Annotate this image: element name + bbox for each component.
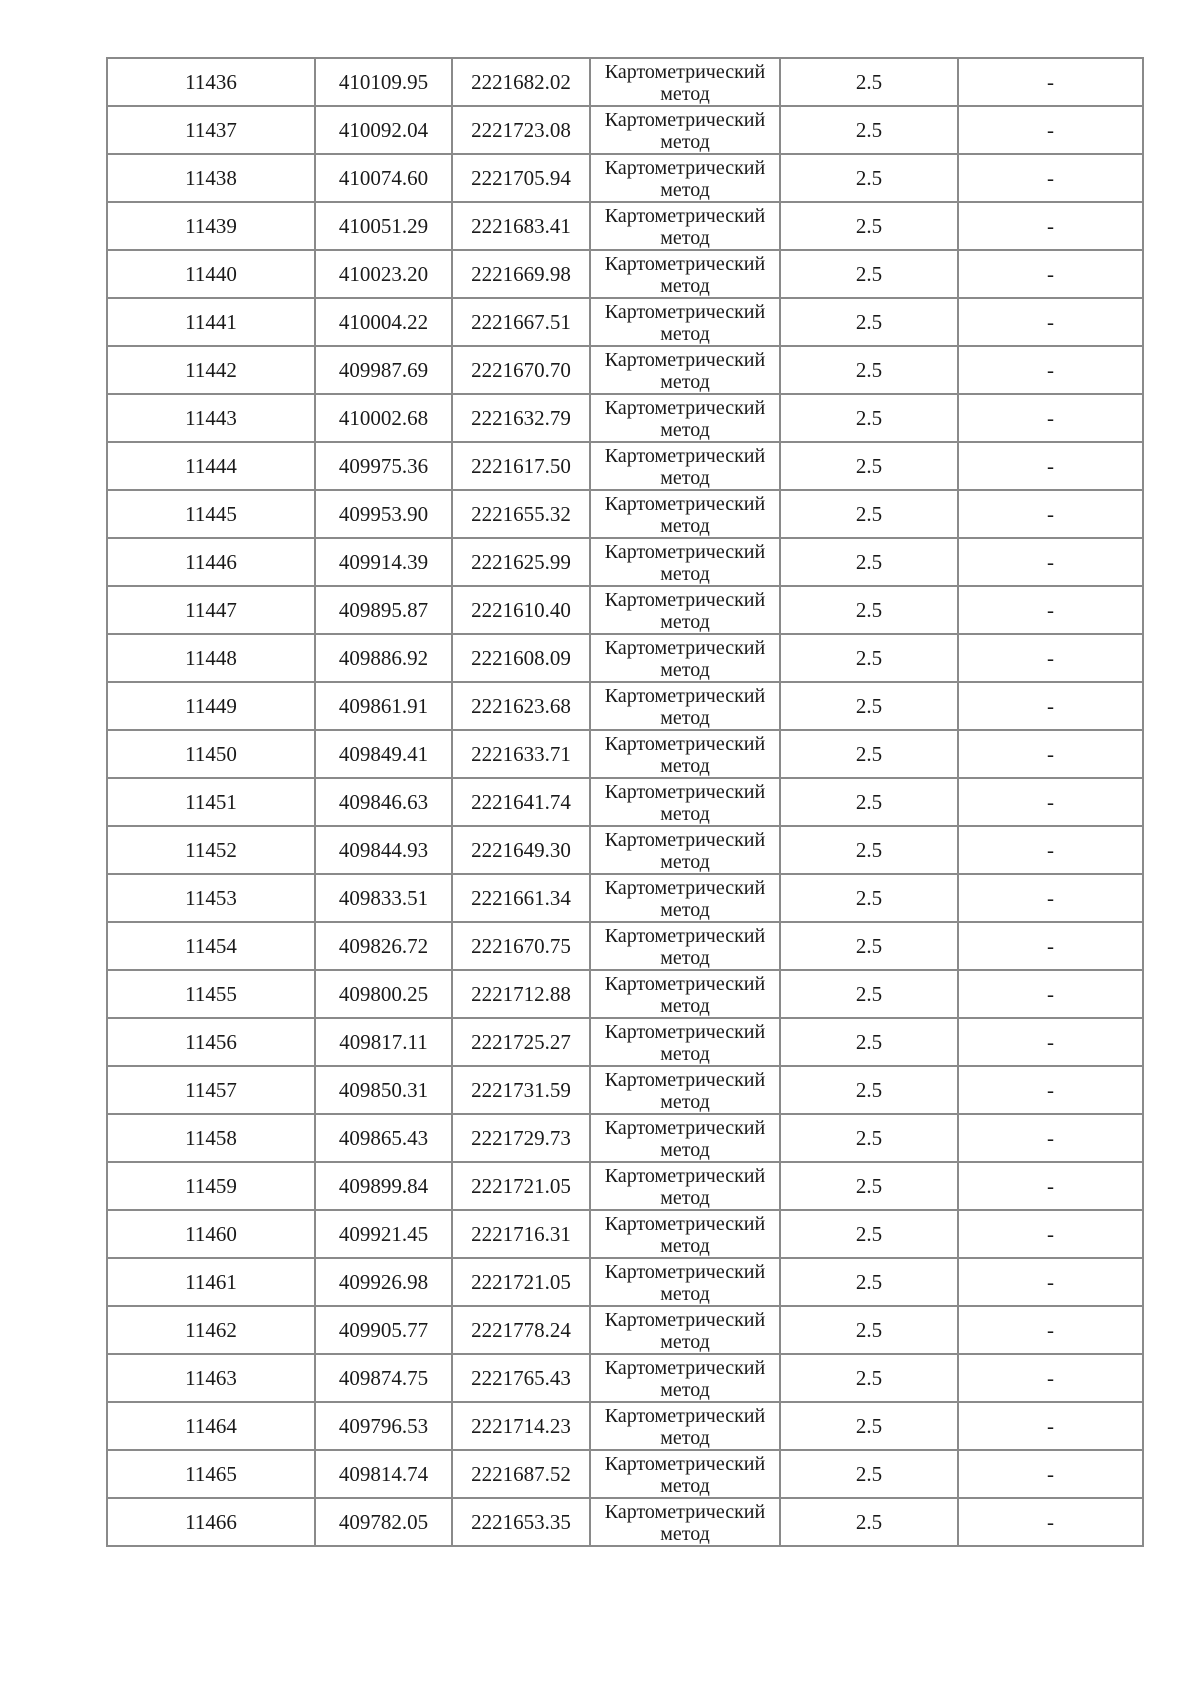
x-coordinate-cell: 409782.05 [315,1498,452,1546]
method-cell [590,826,780,874]
x-coordinate-cell: 409987.69 [315,346,452,394]
table-row [107,778,1143,826]
accuracy-cell: 2.5 [780,778,958,826]
x-coordinate-cell: 410074.60 [315,154,452,202]
point-number-cell: 11439 [107,202,315,250]
x-coordinate-cell: 409814.74 [315,1450,452,1498]
method-cell [590,346,780,394]
method-line-2: метод [660,659,710,681]
accuracy-cell: 2.5 [780,826,958,874]
method-line-2: метод [660,1475,710,1497]
method-line-1: Картометрический [604,781,766,803]
accuracy-cell: 2.5 [780,730,958,778]
note-cell: - [958,778,1143,826]
point-number-cell: 11437 [107,106,315,154]
method-cell [590,1066,780,1114]
method-cell [590,58,780,106]
method-line-1: Картометрический [604,445,766,467]
note-cell: - [958,250,1143,298]
method-line-2: метод [660,1427,710,1449]
accuracy-cell: 2.5 [780,1210,958,1258]
method-line-1: Картометрический [604,1165,766,1187]
x-coordinate-cell: 409905.77 [315,1306,452,1354]
point-number-cell: 11441 [107,298,315,346]
note-cell: - [958,1114,1143,1162]
y-coordinate-cell: 2221667.51 [452,298,590,346]
accuracy-cell: 2.5 [780,586,958,634]
method-cell [590,874,780,922]
method-line-1: Картометрический [604,1213,766,1235]
point-number-cell: 11445 [107,490,315,538]
y-coordinate-cell: 2221653.35 [452,1498,590,1546]
method-line-1: Картометрический [604,877,766,899]
table-row [107,346,1143,394]
method-line-2: метод [660,755,710,777]
note-cell: - [958,730,1143,778]
table-row [107,1258,1143,1306]
point-number-cell: 11452 [107,826,315,874]
method-line-2: метод [660,275,710,297]
method-cell [590,442,780,490]
x-coordinate-cell: 409865.43 [315,1114,452,1162]
y-coordinate-cell: 2221633.71 [452,730,590,778]
x-coordinate-cell: 409849.41 [315,730,452,778]
point-number-cell: 11440 [107,250,315,298]
method-line-2: метод [660,467,710,489]
method-line-2: метод [660,563,710,585]
y-coordinate-cell: 2221682.02 [452,58,590,106]
point-number-cell: 11461 [107,1258,315,1306]
method-line-1: Картометрический [604,157,766,179]
y-coordinate-cell: 2221712.88 [452,970,590,1018]
coordinates-table-container [106,57,1142,1547]
method-line-1: Картометрический [604,493,766,515]
method-cell [590,154,780,202]
method-line-2: метод [660,371,710,393]
accuracy-cell: 2.5 [780,1066,958,1114]
note-cell: - [958,1402,1143,1450]
point-number-cell: 11462 [107,1306,315,1354]
method-line-1: Картометрический [604,1261,766,1283]
method-cell [590,1162,780,1210]
note-cell: - [958,682,1143,730]
point-number-cell: 11455 [107,970,315,1018]
method-line-1: Картометрический [604,1405,766,1427]
method-line-2: метод [660,1187,710,1209]
note-cell: - [958,298,1143,346]
point-number-cell: 11465 [107,1450,315,1498]
note-cell: - [958,634,1143,682]
table-row [107,298,1143,346]
table-row [107,490,1143,538]
point-number-cell: 11448 [107,634,315,682]
note-cell: - [958,1306,1143,1354]
method-line-2: метод [660,323,710,345]
method-line-1: Картометрический [604,205,766,227]
accuracy-cell: 2.5 [780,874,958,922]
point-number-cell: 11454 [107,922,315,970]
method-cell [590,1354,780,1402]
method-line-1: Картометрический [604,1501,766,1523]
y-coordinate-cell: 2221670.75 [452,922,590,970]
note-cell: - [958,922,1143,970]
accuracy-cell: 2.5 [780,1162,958,1210]
method-line-2: метод [660,227,710,249]
table-row [107,250,1143,298]
method-cell [590,778,780,826]
x-coordinate-cell: 409975.36 [315,442,452,490]
table-row [107,1450,1143,1498]
method-line-1: Картометрический [604,1453,766,1475]
y-coordinate-cell: 2221655.32 [452,490,590,538]
table-row [107,442,1143,490]
x-coordinate-cell: 409899.84 [315,1162,452,1210]
method-line-2: метод [660,803,710,825]
point-number-cell: 11446 [107,538,315,586]
table-row [107,1210,1143,1258]
method-cell [590,682,780,730]
x-coordinate-cell: 410109.95 [315,58,452,106]
y-coordinate-cell: 2221723.08 [452,106,590,154]
point-number-cell: 11466 [107,1498,315,1546]
table-row [107,1162,1143,1210]
x-coordinate-cell: 410092.04 [315,106,452,154]
method-line-1: Картометрический [604,637,766,659]
method-line-2: метод [660,1331,710,1353]
method-line-2: метод [660,1043,710,1065]
method-line-2: метод [660,515,710,537]
method-line-1: Картометрический [604,301,766,323]
method-line-1: Картометрический [604,541,766,563]
table-row [107,394,1143,442]
x-coordinate-cell: 409833.51 [315,874,452,922]
method-cell [590,970,780,1018]
accuracy-cell: 2.5 [780,154,958,202]
note-cell: - [958,1450,1143,1498]
x-coordinate-cell: 409846.63 [315,778,452,826]
method-line-2: метод [660,1235,710,1257]
x-coordinate-cell: 409826.72 [315,922,452,970]
accuracy-cell: 2.5 [780,58,958,106]
y-coordinate-cell: 2221705.94 [452,154,590,202]
method-line-2: метод [660,131,710,153]
table-row [107,1402,1143,1450]
method-line-1: Картометрический [604,61,766,83]
method-line-2: метод [660,179,710,201]
method-line-1: Картометрический [604,109,766,131]
table-row [107,538,1143,586]
point-number-cell: 11449 [107,682,315,730]
y-coordinate-cell: 2221714.23 [452,1402,590,1450]
accuracy-cell: 2.5 [780,1018,958,1066]
table-row [107,106,1143,154]
method-cell [590,1114,780,1162]
x-coordinate-cell: 409861.91 [315,682,452,730]
method-cell [590,1258,780,1306]
table-row [107,874,1143,922]
table-row [107,58,1143,106]
method-line-2: метод [660,419,710,441]
method-cell [590,250,780,298]
method-line-1: Картометрический [604,973,766,995]
method-cell [590,1450,780,1498]
table-row [107,922,1143,970]
y-coordinate-cell: 2221721.05 [452,1162,590,1210]
y-coordinate-cell: 2221649.30 [452,826,590,874]
method-line-2: метод [660,1379,710,1401]
y-coordinate-cell: 2221721.05 [452,1258,590,1306]
note-cell: - [958,586,1143,634]
table-row [107,730,1143,778]
note-cell: - [958,154,1143,202]
method-line-1: Картометрический [604,1117,766,1139]
point-number-cell: 11464 [107,1402,315,1450]
point-number-cell: 11450 [107,730,315,778]
note-cell: - [958,1066,1143,1114]
method-cell [590,1498,780,1546]
table-row [107,1306,1143,1354]
point-number-cell: 11463 [107,1354,315,1402]
table-row [107,1018,1143,1066]
accuracy-cell: 2.5 [780,1402,958,1450]
table-row [107,682,1143,730]
method-line-1: Картометрический [604,253,766,275]
accuracy-cell: 2.5 [780,682,958,730]
method-cell [590,1402,780,1450]
x-coordinate-cell: 409895.87 [315,586,452,634]
coordinates-table [106,57,1144,1547]
y-coordinate-cell: 2221669.98 [452,250,590,298]
x-coordinate-cell: 409953.90 [315,490,452,538]
point-number-cell: 11438 [107,154,315,202]
accuracy-cell: 2.5 [780,1258,958,1306]
method-line-2: метод [660,1523,710,1545]
method-line-1: Картометрический [604,1021,766,1043]
accuracy-cell: 2.5 [780,298,958,346]
y-coordinate-cell: 2221608.09 [452,634,590,682]
point-number-cell: 11459 [107,1162,315,1210]
x-coordinate-cell: 409817.11 [315,1018,452,1066]
accuracy-cell: 2.5 [780,1498,958,1546]
table-row [107,1114,1143,1162]
method-line-1: Картометрический [604,829,766,851]
table-row [107,586,1143,634]
note-cell: - [958,106,1143,154]
method-cell [590,922,780,970]
note-cell: - [958,970,1143,1018]
method-cell [590,634,780,682]
method-cell [590,490,780,538]
method-line-1: Картометрический [604,589,766,611]
method-cell [590,106,780,154]
point-number-cell: 11444 [107,442,315,490]
x-coordinate-cell: 409921.45 [315,1210,452,1258]
x-coordinate-cell: 409914.39 [315,538,452,586]
accuracy-cell: 2.5 [780,1306,958,1354]
method-cell [590,298,780,346]
accuracy-cell: 2.5 [780,250,958,298]
y-coordinate-cell: 2221731.59 [452,1066,590,1114]
method-cell [590,1018,780,1066]
note-cell: - [958,874,1143,922]
method-cell [590,394,780,442]
note-cell: - [958,826,1143,874]
note-cell: - [958,490,1143,538]
y-coordinate-cell: 2221670.70 [452,346,590,394]
method-cell [590,730,780,778]
method-line-1: Картометрический [604,925,766,947]
table-row [107,1354,1143,1402]
note-cell: - [958,394,1143,442]
accuracy-cell: 2.5 [780,490,958,538]
method-cell [590,1306,780,1354]
point-number-cell: 11456 [107,1018,315,1066]
table-row [107,1066,1143,1114]
accuracy-cell: 2.5 [780,394,958,442]
x-coordinate-cell: 409874.75 [315,1354,452,1402]
y-coordinate-cell: 2221765.43 [452,1354,590,1402]
accuracy-cell: 2.5 [780,634,958,682]
note-cell: - [958,346,1143,394]
point-number-cell: 11453 [107,874,315,922]
accuracy-cell: 2.5 [780,106,958,154]
method-cell [590,538,780,586]
method-line-2: метод [660,899,710,921]
note-cell: - [958,1498,1143,1546]
accuracy-cell: 2.5 [780,970,958,1018]
table-row [107,154,1143,202]
method-line-2: метод [660,995,710,1017]
x-coordinate-cell: 409886.92 [315,634,452,682]
point-number-cell: 11443 [107,394,315,442]
x-coordinate-cell: 410023.20 [315,250,452,298]
method-line-1: Картометрический [604,1309,766,1331]
accuracy-cell: 2.5 [780,922,958,970]
note-cell: - [958,442,1143,490]
method-line-2: метод [660,83,710,105]
accuracy-cell: 2.5 [780,346,958,394]
y-coordinate-cell: 2221617.50 [452,442,590,490]
method-line-2: метод [660,1139,710,1161]
method-line-1: Картометрический [604,1357,766,1379]
y-coordinate-cell: 2221623.68 [452,682,590,730]
y-coordinate-cell: 2221661.34 [452,874,590,922]
y-coordinate-cell: 2221683.41 [452,202,590,250]
method-line-2: метод [660,1283,710,1305]
accuracy-cell: 2.5 [780,442,958,490]
y-coordinate-cell: 2221641.74 [452,778,590,826]
note-cell: - [958,1210,1143,1258]
note-cell: - [958,1018,1143,1066]
note-cell: - [958,1354,1143,1402]
accuracy-cell: 2.5 [780,1354,958,1402]
table-row [107,826,1143,874]
point-number-cell: 11457 [107,1066,315,1114]
table-row [107,970,1143,1018]
accuracy-cell: 2.5 [780,1114,958,1162]
table-row [107,634,1143,682]
x-coordinate-cell: 409800.25 [315,970,452,1018]
x-coordinate-cell: 409796.53 [315,1402,452,1450]
method-line-2: метод [660,947,710,969]
x-coordinate-cell: 409850.31 [315,1066,452,1114]
method-line-2: метод [660,1091,710,1113]
method-line-2: метод [660,611,710,633]
point-number-cell: 11451 [107,778,315,826]
y-coordinate-cell: 2221632.79 [452,394,590,442]
accuracy-cell: 2.5 [780,538,958,586]
method-line-2: метод [660,851,710,873]
method-line-1: Картометрический [604,397,766,419]
y-coordinate-cell: 2221610.40 [452,586,590,634]
note-cell: - [958,202,1143,250]
note-cell: - [958,1162,1143,1210]
method-line-1: Картометрический [604,1069,766,1091]
y-coordinate-cell: 2221729.73 [452,1114,590,1162]
method-cell [590,586,780,634]
method-line-1: Картометрический [604,685,766,707]
method-line-1: Картометрический [604,349,766,371]
note-cell: - [958,1258,1143,1306]
y-coordinate-cell: 2221687.52 [452,1450,590,1498]
y-coordinate-cell: 2221716.31 [452,1210,590,1258]
method-cell [590,1210,780,1258]
point-number-cell: 11460 [107,1210,315,1258]
point-number-cell: 11442 [107,346,315,394]
method-line-2: метод [660,707,710,729]
y-coordinate-cell: 2221725.27 [452,1018,590,1066]
y-coordinate-cell: 2221778.24 [452,1306,590,1354]
table-row [107,1498,1143,1546]
x-coordinate-cell: 410051.29 [315,202,452,250]
method-line-1: Картометрический [604,733,766,755]
point-number-cell: 11436 [107,58,315,106]
point-number-cell: 11458 [107,1114,315,1162]
x-coordinate-cell: 409926.98 [315,1258,452,1306]
x-coordinate-cell: 410002.68 [315,394,452,442]
accuracy-cell: 2.5 [780,1450,958,1498]
method-cell [590,202,780,250]
note-cell: - [958,58,1143,106]
y-coordinate-cell: 2221625.99 [452,538,590,586]
point-number-cell: 11447 [107,586,315,634]
x-coordinate-cell: 410004.22 [315,298,452,346]
table-row [107,202,1143,250]
note-cell: - [958,538,1143,586]
coordinates-table-body [107,58,1143,1546]
x-coordinate-cell: 409844.93 [315,826,452,874]
accuracy-cell: 2.5 [780,202,958,250]
